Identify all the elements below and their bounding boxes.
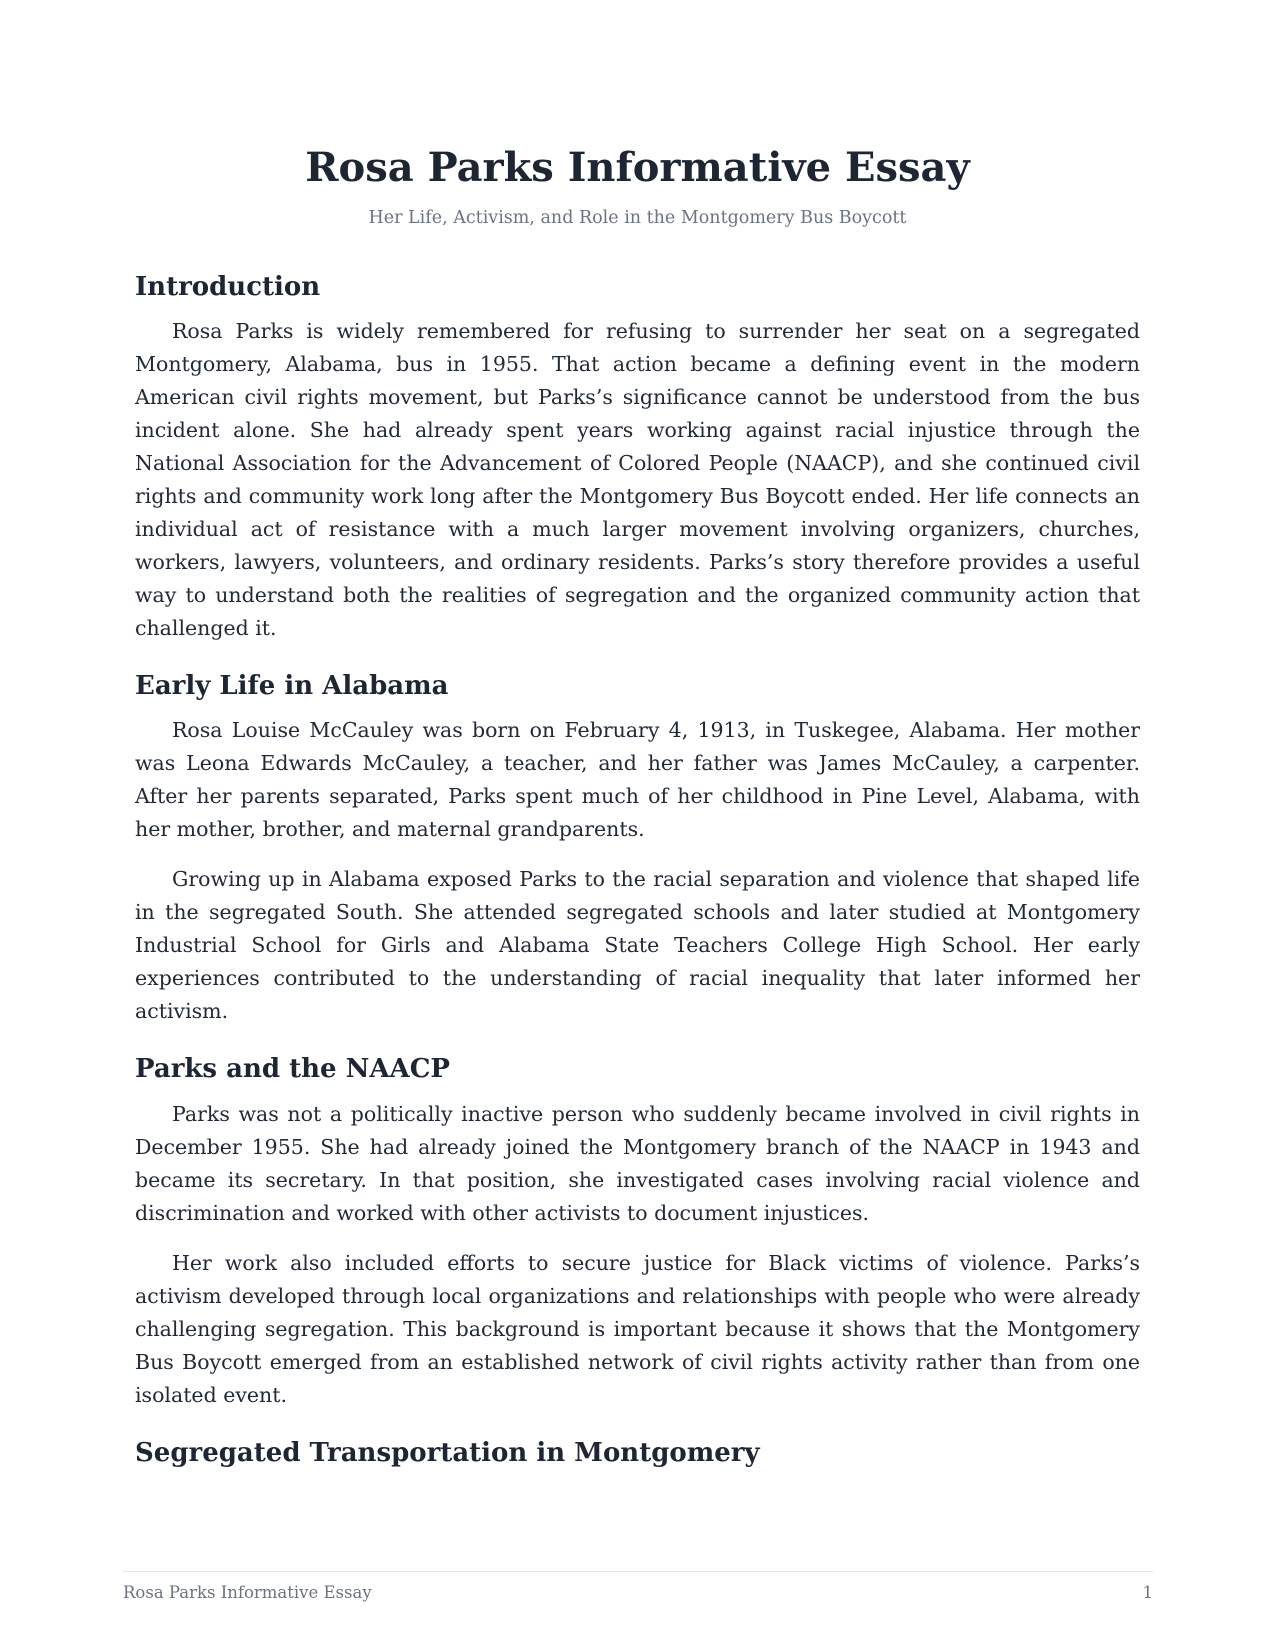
section-segregated-transportation [135, 1438, 1140, 1469]
footer-running-title: Rosa Parks Informative Essay [123, 1583, 372, 1602]
section-heading: Early Life in Alabama [135, 671, 449, 702]
paragraph: Rosa Parks is widely remembered for refusing to surrender her seat on a segregated Montgomery, Alabama, bus in 1955. That action became a defining event in the modern American civil rights movement, but Parks’s significance cannot be understood from the bus incident alone. She had already spent years working against racial injustice through the National Association for the Advancement of Colored People (NAACP), and she continued civil rights and community work long after the Montgomery Bus Boycott ended. Her life connects an individual act of resistance with a much larger movement involving organizers, churches, workers, lawyers, volunteers, and ordinary residents. Parks’s story therefore provides a useful way to understand both the realities of segregation and the organized community action that challenged it. [135, 319, 1140, 641]
paragraph: Her work also included efforts to secure justice for Black victims of violence. Parks’s activism developed through local organizations and relationships with people who were already challenging segregation. This background is important because it shows that the Montgomery Bus Boycott emerged from an established network of civil rights activity rather than from one isolated event. [135, 1250, 1140, 1407]
document-title: Rosa Parks Informative Essay [305, 144, 970, 191]
section-heading: Segregated Transportation in Montgomery [135, 1437, 760, 1468]
essay-body [135, 272, 1140, 1495]
section-early-life [135, 671, 1140, 1028]
paragraph: Growing up in Alabama exposed Parks to the racial separation and violence that shaped life in the segregated South. She attended segregated schools and later studied at Montgomery Industrial School for Girls and Alabama State Teachers College High School. Her early experiences contributed to the understanding of racial inequality that later informed her activism. [135, 867, 1140, 1024]
document-subtitle: Her Life, Activism, and Role in the Montgomery Bus Boycott [368, 208, 907, 228]
footer-page-number: 1 [1142, 1583, 1153, 1602]
paragraph: Parks was not a politically inactive person who suddenly became involved in civil rights in December 1955. She had already joined the Montgomery branch of the NAACP in 1943 and became its secretary. In that position, she investigated cases involving racial violence and discrimination and worked with other activists to document injustices. [135, 1101, 1140, 1225]
section-heading: Parks and the NAACP [135, 1054, 450, 1085]
section-naacp [135, 1054, 1140, 1411]
footer-divider [123, 1571, 1153, 1572]
section-introduction [135, 272, 1140, 645]
paragraph: Rosa Louise McCauley was born on February 4, 1913, in Tuskegee, Alabama. Her mother was Leona Edwards McCauley, a teacher, and her father was James McCauley, a carpenter. After her parents separated, Parks spent much of her childhood in Pine Level, Alabama, with her mother, brother, and maternal grandparents. [135, 718, 1140, 842]
section-heading: Introduction [135, 272, 321, 302]
